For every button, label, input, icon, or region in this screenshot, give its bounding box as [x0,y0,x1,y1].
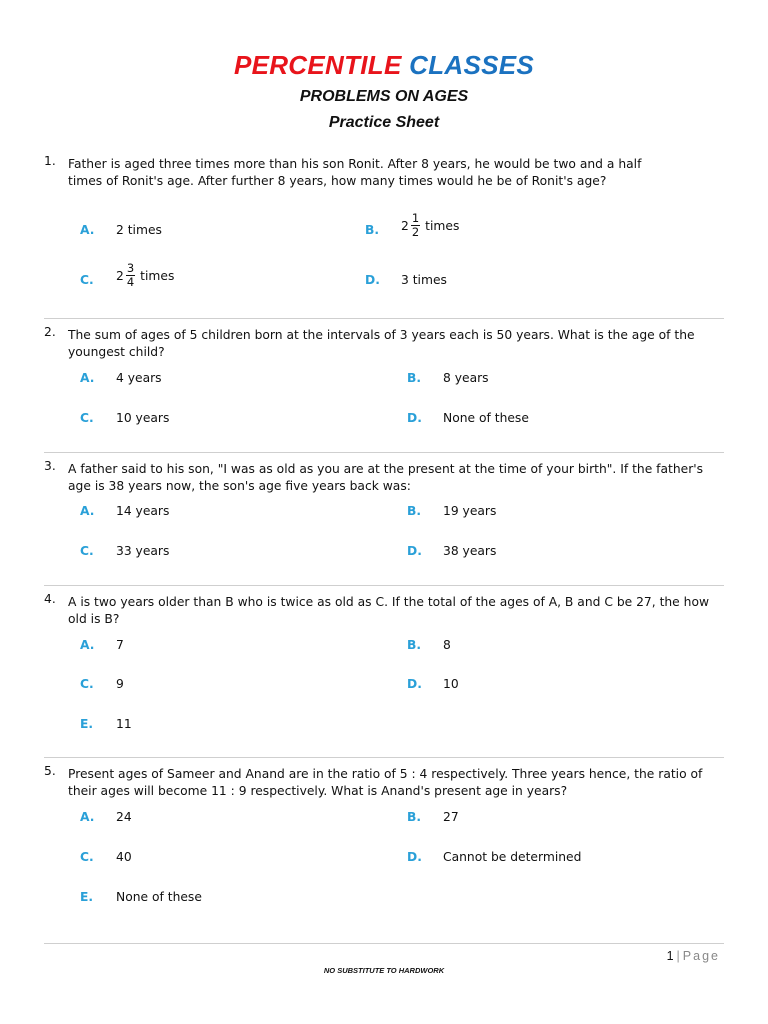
option-value: 8 years [443,371,489,385]
fraction [126,262,135,289]
option-label: B. [407,810,422,824]
question-divider [44,452,724,453]
fraction-suffix: times [425,218,460,233]
question-divider [44,757,724,758]
fraction-whole: 2 [116,268,124,283]
question-4 [44,594,724,627]
fraction-numerator: 1 [411,211,420,225]
question-1 [44,156,724,189]
footer-tagline: NO SUBSTITUTE TO HARDWORK [323,966,445,975]
option-label: E. [80,890,94,904]
option-label: C. [80,411,94,425]
option-label: C. [80,273,94,287]
option-value: 11 [116,717,132,731]
option-value: None of these [443,411,529,425]
question-text: A father said to his son, "I was as old as you are at the present at the time of your birth". If the father's age is 38 years now, the son's age five years back was: [68,462,704,493]
option-value: 4 years [116,371,162,385]
option-value: None of these [116,890,202,904]
option-value: 27 [443,810,459,824]
option-label: D. [407,544,422,558]
option-label: E. [80,717,94,731]
option-label: A. [80,371,95,385]
option-value: 9 [116,677,124,691]
option-value [116,262,174,289]
question-number: 4. [44,592,56,606]
option-label: B. [407,638,422,652]
question-number: 5. [44,764,56,778]
sheet-title: PROBLEMS ON AGES [299,88,469,105]
option-label: A. [80,638,95,652]
option-value: 3 times [401,273,447,287]
option-label: A. [80,504,95,518]
page-separator: | [676,949,680,963]
brand-title [0,50,768,81]
option-value: 33 years [116,544,170,558]
page-word: Page [682,949,720,963]
fraction-denominator: 4 [126,275,135,289]
option-value: Cannot be determined [443,850,582,864]
option-value: 38 years [443,544,497,558]
page-number [667,949,720,963]
option-label: B. [407,504,422,518]
option-value: 10 [443,677,459,691]
option-label: C. [80,544,94,558]
brand-title-blue: CLASSES [409,50,535,80]
option-value: 19 years [443,504,497,518]
option-label: D. [407,411,422,425]
question-number: 3. [44,459,56,473]
question-text: Father is aged three times more than his son Ronit. After 8 years, he would be two and a half times of Ronit's age. After further 8 years, how many times would he be of Ronit's age? [68,157,642,188]
option-value: 10 years [116,411,170,425]
question-5 [44,766,724,799]
question-number: 2. [44,325,56,339]
question-text: A is two years older than B who is twice as old as C. If the total of the ages of A, B and C be 27, the how old is B? [68,595,710,626]
question-3 [44,461,724,494]
page-number-value: 1 [666,949,674,963]
footer-divider [44,943,724,944]
question-number: 1. [44,154,56,168]
fraction-numerator: 3 [126,261,135,275]
option-label: C. [80,850,94,864]
option-value: 2 times [116,223,162,237]
fraction [411,212,420,239]
mixed-fraction [401,212,459,239]
option-label: A. [80,810,95,824]
mixed-fraction [116,262,174,289]
sheet-subtitle: Practice Sheet [328,114,440,131]
option-label: B. [365,223,380,237]
option-value: 8 [443,638,451,652]
option-label: D. [407,850,422,864]
option-label: B. [407,371,422,385]
option-label: D. [365,273,380,287]
option-value: 14 years [116,504,170,518]
option-value: 7 [116,638,124,652]
option-label: A. [80,223,95,237]
option-value: 24 [116,810,132,824]
fraction-whole: 2 [401,218,409,233]
option-value: 40 [116,850,132,864]
question-text: The sum of ages of 5 children born at the intervals of 3 years each is 50 years. What is the age of the youngest child? [68,328,695,359]
fraction-suffix: times [140,268,175,283]
fraction-denominator: 2 [411,225,420,239]
option-label: D. [407,677,422,691]
question-2 [44,327,724,360]
option-value [401,212,459,239]
question-divider [44,585,724,586]
option-label: C. [80,677,94,691]
brand-title-red: PERCENTILE [233,50,402,80]
question-divider [44,318,724,319]
question-text: Present ages of Sameer and Anand are in the ratio of 5 : 4 respectively. Three years hence, the ratio of their ages will become 11 : 9 respectively. What is Anand's present age in years? [68,767,703,798]
